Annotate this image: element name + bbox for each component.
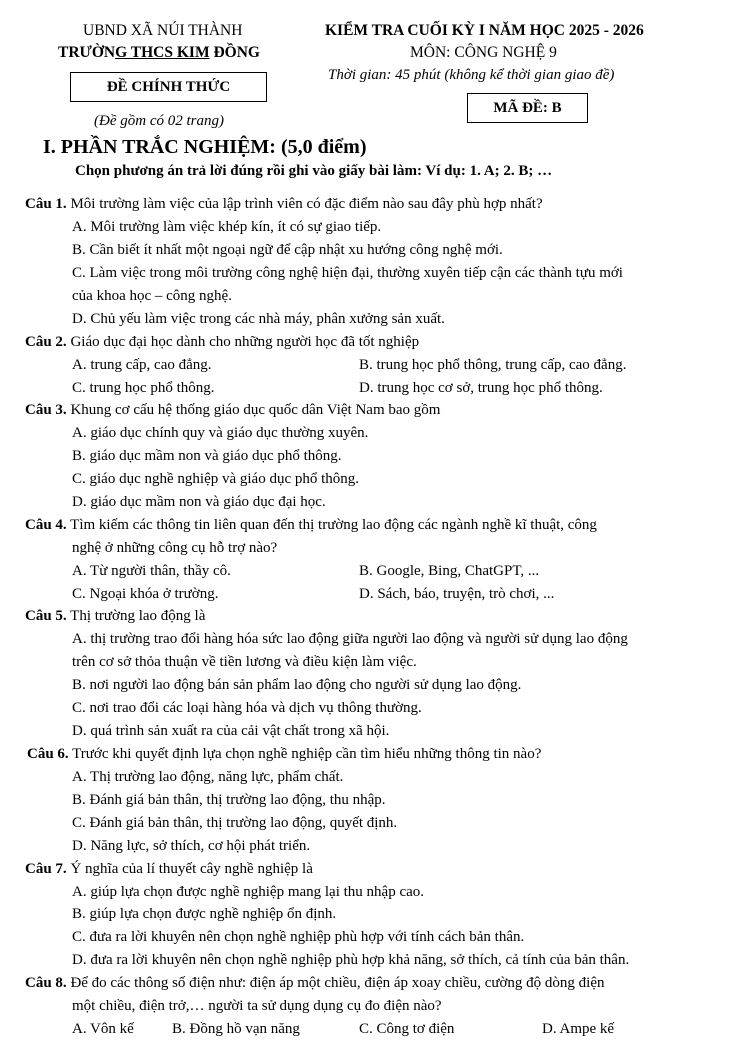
question-6 [27,743,541,766]
q3-option-d: D. giáo dục mầm non và giáo dục đại học. [72,494,326,510]
question-2 [25,331,419,354]
school-name-part2: ĐỒNG [209,44,260,61]
question-stem: Tìm kiếm các thông tin liên quan đến thị trường lao động các ngành nghề kĩ thuật, công [70,517,597,533]
question-7 [25,858,313,881]
question-number: Câu 5. [25,608,67,624]
q3-option-a: A. giáo dục chính quy và giáo dục thường xuyên. [72,425,369,441]
q5-option-a-continued: trên cơ sở thỏa thuận về tiền lương và điều kiện làm việc. [72,654,417,670]
q5-option-b: B. nơi người lao động bán sản phẩm lao động cho người sử dụng lao động. [72,677,522,693]
question-stem: Ý nghĩa của lí thuyết cây nghề nghiệp là [70,861,313,877]
question-stem: Trước khi quyết định lựa chọn nghề nghiệp cần tìm hiểu những thông tin nào? [72,746,542,762]
q1-option-c-continued: của khoa học – công nghệ. [72,288,232,304]
q2-option-a: A. trung cấp, cao đẳng. [72,357,212,373]
exam-code-label: MÃ ĐỀ: B [493,99,562,116]
question-stem: Thị trường lao động là [70,608,206,624]
q1-option-a: A. Môi trường làm việc khép kín, ít có sự giao tiếp. [72,219,382,235]
q2-option-b: B. trung học phổ thông, trung cấp, cao đẳng. [359,357,627,373]
question-5 [25,605,205,628]
q5-option-d: D. quá trình sản xuất ra của cải vật chất trong xã hội. [72,723,390,739]
question-3 [25,399,440,422]
q5-option-c: C. nơi trao đổi các loại hàng hóa và dịch vụ thông thường. [72,700,422,716]
q7-option-c: C. đưa ra lời khuyên nên chọn nghề nghiệp phù hợp với tính cách bản thân. [72,929,525,945]
q6-option-c: C. Đánh giá bản thân, thị trường lao động, quyết định. [72,815,398,831]
pages-note: (Đề gồm có 02 trang) [94,113,224,129]
question-number: Câu 8. [25,975,67,991]
q5-option-a: A. thị trường trao đổi hàng hóa sức lao động giữa người lao động và người sử dụng lao động [72,631,628,647]
q6-option-a: A. Thị trường lao động, năng lực, phẩm chất. [72,769,344,785]
question-1 [25,193,543,216]
section-instruction: Chọn phương án trả lời đúng rồi ghi vào giấy bài làm: Ví dụ: 1. A; 2. B; … [75,163,553,179]
exam-title: KIỂM TRA CUỐI KỲ I NĂM HỌC 2025 - 2026 [325,22,644,39]
time-note: Thời gian: 45 phút (không kể thời gian giao đề) [328,67,615,83]
question-number: Câu 7. [25,861,67,877]
question-number: Câu 4. [25,517,67,533]
question-stem: Giáo dục đại học dành cho những người học đã tốt nghiệp [70,334,420,350]
question-number: Câu 3. [25,402,67,418]
q8-option-a: A. Vôn kế [72,1021,134,1037]
question-stem: Để đo các thông số điện như: điện áp một chiều, điện áp xoay chiều, cường độ dòng điện [70,975,605,991]
q8-option-b: B. Đồng hồ vạn năng [172,1021,300,1037]
official-exam-label: ĐỀ CHÍNH THỨC [106,78,231,95]
q4-option-c: C. Ngoại khóa ở trường. [72,586,219,602]
q3-option-c: C. giáo dục nghề nghiệp và giáo dục phổ thông. [72,471,360,487]
q2-option-c: C. trung học phổ thông. [72,380,215,396]
q7-option-d: D. đưa ra lời khuyên nên chọn nghề nghiệp phù hợp khả năng, sở thích, cả tính của bản thân. [72,952,630,968]
section-title: I. PHẦN TRẮC NGHIỆM: (5,0 điểm) [43,136,367,158]
q4-option-b: B. Google, Bing, ChatGPT, ... [359,563,540,579]
question-number: Câu 1. [25,196,67,212]
q1-option-c: C. Làm việc trong môi trường công nghệ hiện đại, thường xuyên tiếp cận các thành tựu mới [72,265,623,281]
q7-option-a: A. giúp lựa chọn được nghề nghiệp mang lại thu nhập cao. [72,884,425,900]
q4-option-a: A. Từ người thân, thầy cô. [72,563,231,579]
school-name-underlined: G THCS KIM [115,44,210,61]
question-number: Câu 6. [27,746,69,762]
exam-code-box [467,93,588,123]
q7-option-b: B. giúp lựa chọn được nghề nghiệp ổn định. [72,906,337,922]
q8-option-d: D. Ampe kế [542,1021,615,1037]
q8-option-c: C. Công tơ điện [359,1021,455,1037]
school-name-part1: TRƯỜN [58,44,116,61]
question-8 [25,972,605,995]
school-name [58,44,260,62]
subject-line: MÔN: CÔNG NGHỆ 9 [410,44,557,61]
q3-option-b: B. giáo dục mầm non và giáo dục phổ thông. [72,448,342,464]
question-stem: Môi trường làm việc của lập trình viên có đặc điểm nào sau đây phù hợp nhất? [70,196,543,212]
authority-name: UBND XÃ NÚI THÀNH [83,22,243,39]
question-4-stem-continued: nghệ ở những công cụ hỗ trợ nào? [72,540,278,556]
q6-option-d: D. Năng lực, sở thích, cơ hội phát triển. [72,838,311,854]
q4-option-d: D. Sách, báo, truyện, trò chơi, ... [359,586,555,602]
q2-option-d: D. trung học cơ sở, trung học phổ thông. [359,380,603,396]
question-number: Câu 2. [25,334,67,350]
question-8-stem-continued: một chiều, điện trở,… người ta sử dụng dụng cụ đo điện nào? [72,998,442,1014]
official-exam-box [70,72,267,102]
question-4 [25,514,597,537]
q6-option-b: B. Đánh giá bản thân, thị trường lao động, thu nhập. [72,792,386,808]
q1-option-b: B. Cần biết ít nhất một ngoại ngữ để cập nhật xu hướng công nghệ mới. [72,242,503,258]
question-stem: Khung cơ cấu hệ thống giáo dục quốc dân Việt Nam bao gồm [70,402,441,418]
q1-option-d: D. Chủ yếu làm việc trong các nhà máy, phân xưởng sản xuất. [72,311,445,327]
